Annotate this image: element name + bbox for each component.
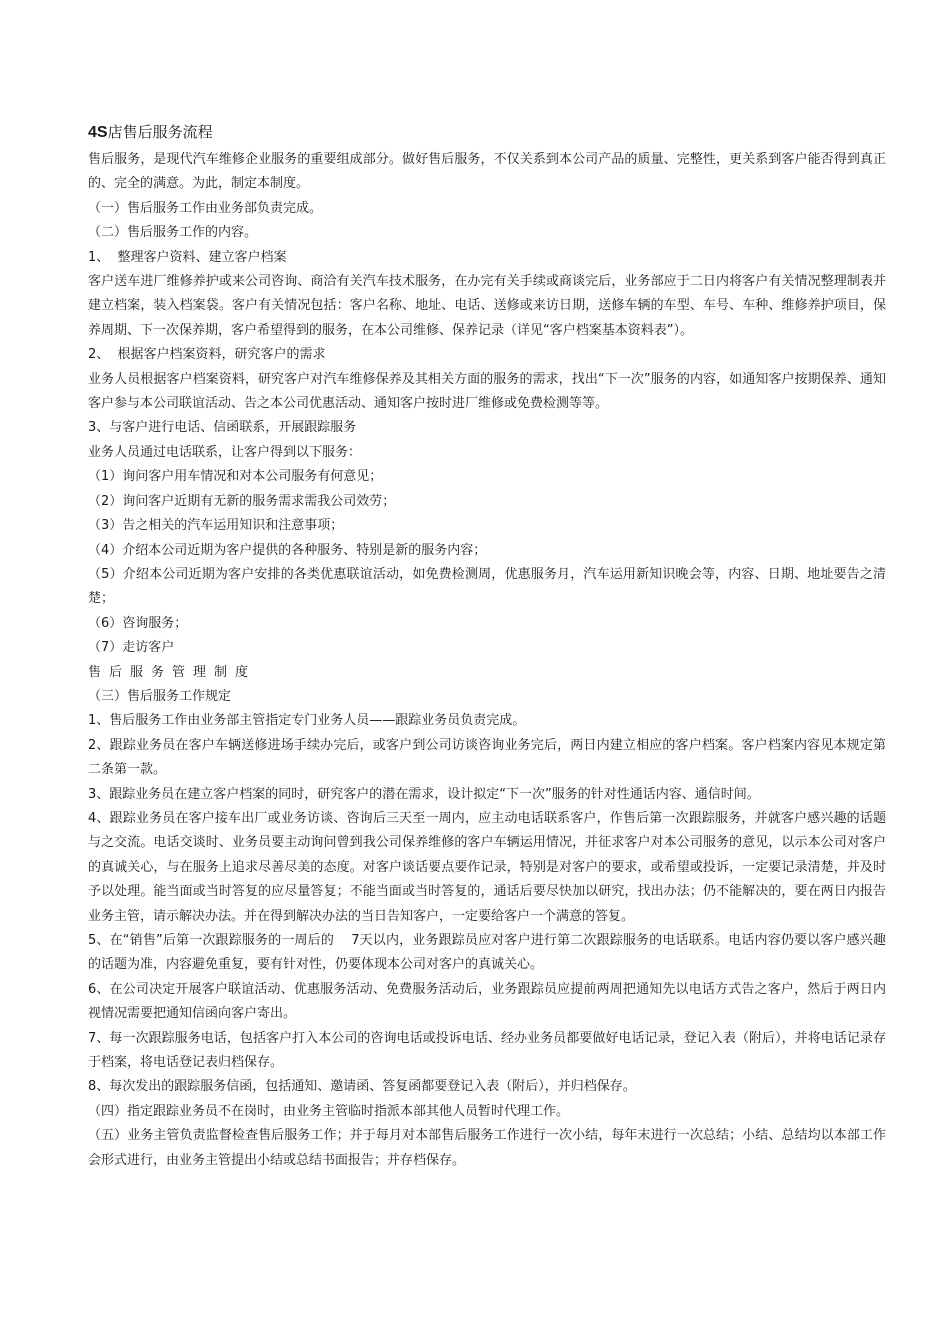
title-prefix: 4S	[88, 124, 108, 141]
item-heading: 1、 整理客户资料、建立客户档案	[88, 249, 287, 265]
rule-item: 2、跟踪业务员在客户车辆送修进场手续办完后，或客户到公司访谈咨询业务完后，两日内建立相应的客户档案。客户档案内容见本规定第二条第一款。	[88, 737, 886, 778]
section-heading-4: （四）指定跟踪业务员不在岗时，由业务主管临时指派本部其他人员暂时代理工作。	[88, 1103, 570, 1119]
rule-item: 7、每一次跟踪服务电话，包括客户打入本公司的咨询电话或投诉电话、经办业务员都要做好电话记录，登记入表（附后），并将电话记录存于档案，将电话登记表归档保存。	[88, 1030, 886, 1071]
list-item: （7）走访客户	[88, 640, 175, 656]
section-heading-2: （二）售后服务工作的内容。	[88, 225, 258, 241]
title-text: 店售后服务流程	[107, 123, 213, 141]
paragraph-intro: 售后服务，是现代汽车维修企业服务的重要组成部分。做好售后服务，不仅关系到本公司产品的质量、完整性，更关系到客户能否得到真正的、完全的满意。为此，制定本制度。	[88, 152, 886, 192]
section-heading-3: （三）售后服务工作规定	[88, 688, 232, 704]
item-heading: 3、与客户进行电话、信函联系，开展跟踪服务	[88, 420, 357, 436]
rule-item: 4、跟踪业务员在客户接车出厂或业务访谈、咨询后三天至一周内，应主动电话联系客户，作售后第一次跟踪服务，并就客户感兴趣的话题与之交流。电话交谈时、业务员要主动询问曾到我公司保养维修的客户车辆运用情况，并征求客户对本公司服务的意见，以示本公司对客户的真诚关心，与在服务上追求尽善尽美的态度。对客户谈话要点要作记录，特别是对客户的要求，或希望或投诉，一定要记录清楚，并及时予以处理。能当面或当时答复的应尽量答复；不能当面或当时答复的，通话后要尽快加以研究，找出办法；仍不能解决的，要在两日内报告业务主管，请示解决办法。并在得到解决办法的当日告知客户，一定要给客户一个满意的答复。	[88, 810, 886, 924]
rule-item: 3、跟踪业务员在建立客户档案的同时，研究客户的潜在需求，设计拟定“下一次”服务的针对性通话内容、通信时间。	[88, 786, 760, 802]
list-item: （4）介绍本公司近期为客户提供的各种服务、特别是新的服务内容；	[88, 542, 487, 558]
list-item: （6）咨询服务；	[88, 615, 188, 631]
rule-item: 8、每次发出的跟踪服务信函，包括通知、邀请函、答复函都要登记入表（附后），并归档保存。	[88, 1079, 636, 1095]
rule-item: 1、售后服务工作由业务部主管指定专门业务人员——跟踪业务员负责完成。	[88, 713, 526, 729]
paragraph: 业务人员通过电话联系，让客户得到以下服务：	[88, 444, 362, 460]
item-heading: 2、 根据客户档案资料，研究客户的需求	[88, 347, 326, 363]
rule-item: 5、在“销售”后第一次跟踪服务的一周后的 7天以内，业务跟踪员应对客户进行第二次跟踪服务的电话联系。电话内容仍要以客户感兴趣的话题为准，内容避免重复，要有针对性，仍要体现本公司对客户的真诚关心。	[88, 933, 886, 973]
section-heading-5: （五）业务主管负责监督检查售后服务工作；并于每月对本部售后服务工作进行一次小结，每年末进行一次总结；小结、总结均以本部工作会形式进行，由业务主管提出小结或总结书面报告；并存档保存。	[88, 1128, 886, 1168]
list-item: （3）告之相关的汽车运用知识和注意事项；	[88, 518, 344, 534]
rule-item: 6、在公司决定开展客户联谊活动、优惠服务活动、免费服务活动后，业务跟踪员应提前两周把通知先以电话方式告之客户，然后于两日内视情况需要把通知信函向客户寄出。	[88, 981, 886, 1022]
paragraph: 业务人员根据客户档案资料，研究客户对汽车维修保养及其相关方面的服务的需求，找出“下一次”服务的内容，如通知客户按期保养、通知客户参与本公司联谊活动、告之本公司优惠活动、通知客户按时进厂维修或免费检测等等。	[88, 371, 886, 412]
list-item: （5）介绍本公司近期为客户安排的各类优惠联谊活动，如免费检测周，优惠服务月，汽车运用新知识晚会等，内容、日期、地址要告之清楚；	[88, 566, 886, 607]
paragraph: 客户送车进厂维修养护或来公司咨询、商洽有关汽车技术服务，在办完有关手续或商谈完后，业务部应于二日内将客户有关情况整理制表并建立档案，装入档案袋。客户有关情况包括：客户名称、地址、电话、送修或来访日期，送修车辆的车型、车号、车种、维修养护项目，保养周期、下一次保养期，客户希望得到的服务，在本公司维修、保养记录（详见“客户档案基本资料表”）。	[88, 274, 886, 338]
list-item: （2）询问客户近期有无新的服务需求需我公司效劳；	[88, 493, 396, 509]
section-heading-1: （一）售后服务工作由业务部负责完成。	[88, 200, 323, 216]
document-title	[88, 121, 886, 144]
subtitle-regulation: 售后服务管理制度	[88, 664, 257, 680]
list-item: （1）询问客户用车情况和对本公司服务有何意见；	[88, 469, 383, 485]
